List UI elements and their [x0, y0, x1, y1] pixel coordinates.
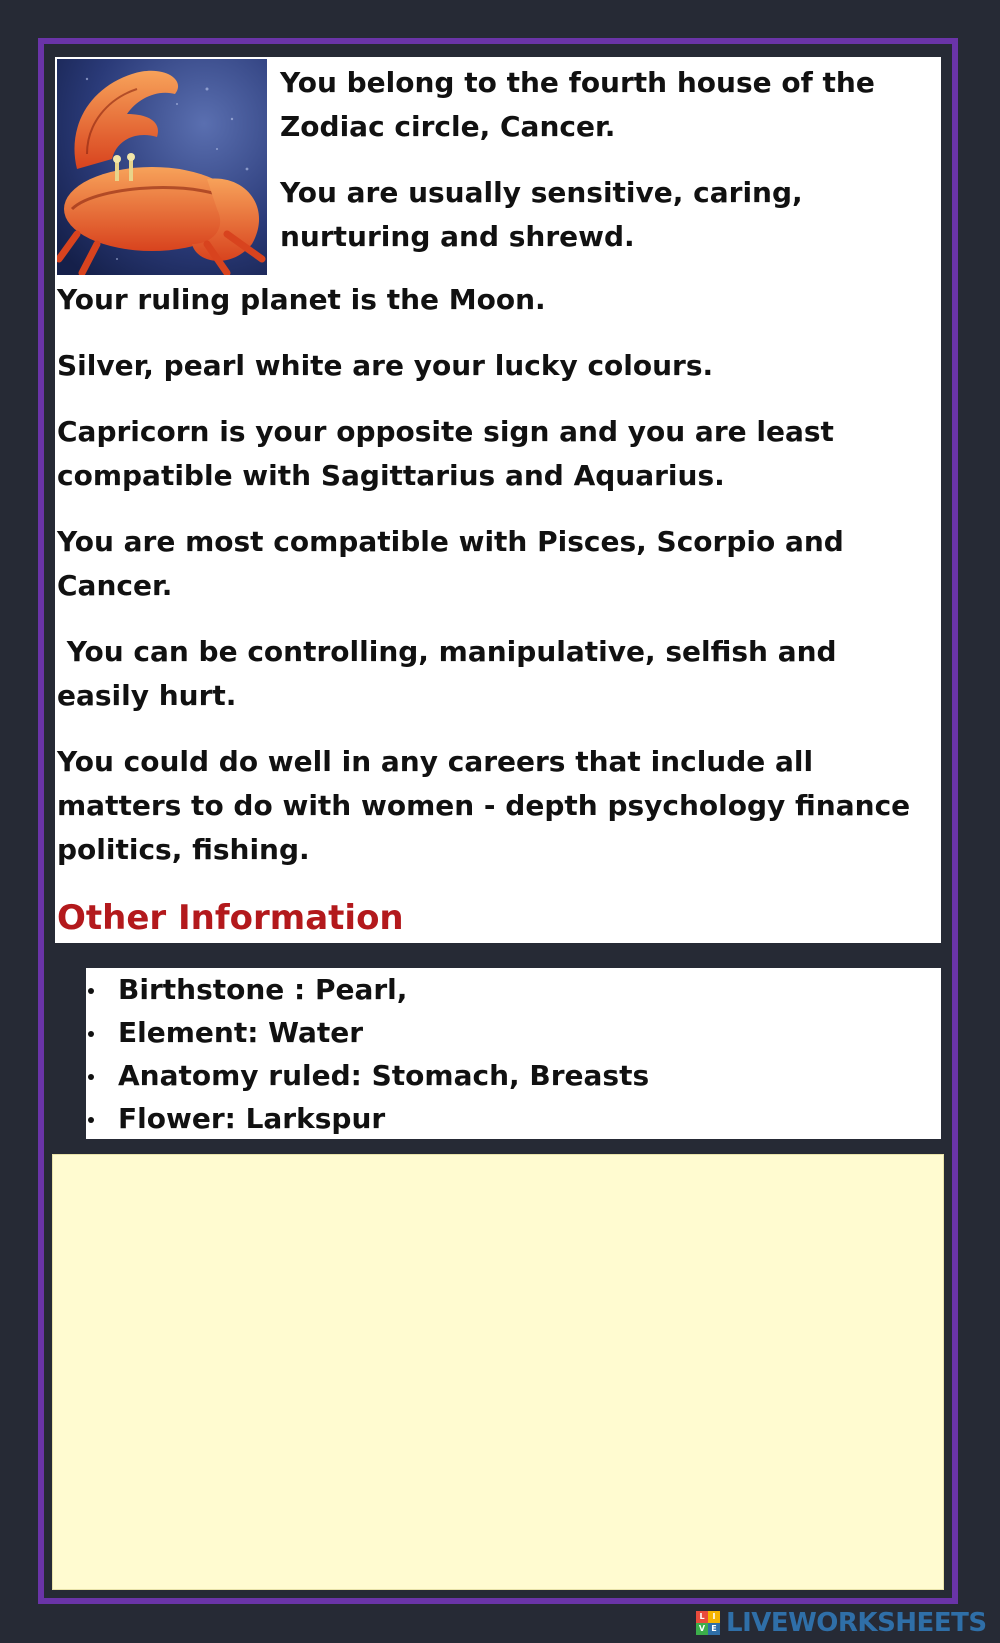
- intro-text: [280, 61, 940, 281]
- lucky-colours-paragraph: Silver, pearl white are your lucky colours.: [57, 349, 714, 382]
- answer-text-area[interactable]: [52, 1154, 944, 1590]
- logo-letter: E: [708, 1623, 720, 1635]
- liveworksheets-logo-icon: [696, 1611, 720, 1635]
- cancer-crab-image: [57, 59, 267, 275]
- intro-paragraph: You belong to the fourth house of the Zodiac circle, Cancer.: [280, 66, 875, 143]
- logo-letter: L: [696, 1611, 708, 1623]
- bullet-icon: [88, 1117, 94, 1123]
- logo-letter: V: [696, 1623, 708, 1635]
- compatibility-paragraph: You are most compatible with Pisces, Scorpio and Cancer.: [57, 525, 844, 602]
- logo-letter: I: [708, 1611, 720, 1623]
- list-item: [86, 1097, 941, 1140]
- list-item-text: Element: Water: [118, 1016, 364, 1049]
- traits-text: [57, 278, 937, 942]
- other-information-list: [86, 968, 941, 1140]
- list-item-text: Anatomy ruled: Stomach, Breasts: [118, 1059, 650, 1092]
- ruling-planet-paragraph: Your ruling planet is the Moon.: [57, 283, 546, 316]
- list-item: [86, 968, 941, 1011]
- list-item-text: Flower: Larkspur: [118, 1102, 386, 1135]
- weaknesses-paragraph: You can be controlling, manipulative, selfish and easily hurt.: [57, 635, 847, 712]
- bullet-icon: [88, 988, 94, 994]
- other-information-list-box: [86, 968, 941, 1139]
- liveworksheets-brand[interactable]: [696, 1608, 987, 1638]
- cancer-info-panel: [55, 57, 941, 943]
- list-item: [86, 1054, 941, 1097]
- list-item: [86, 1011, 941, 1054]
- careers-paragraph: You could do well in any careers that include all matters to do with women - depth psychology finance politics, fishing.: [57, 745, 911, 866]
- bullet-icon: [88, 1031, 94, 1037]
- other-information-heading: Other Information: [57, 898, 404, 938]
- list-item-text: Birthstone : Pearl,: [118, 973, 408, 1006]
- liveworksheets-wordmark: LIVEWORKSHEETS: [726, 1608, 987, 1638]
- intro-paragraph: You are usually sensitive, caring, nurturing and shrewd.: [280, 176, 803, 253]
- bullet-icon: [88, 1074, 94, 1080]
- opposite-sign-paragraph: Capricorn is your opposite sign and you are least compatible with Sagittarius and Aquarius.: [57, 415, 834, 492]
